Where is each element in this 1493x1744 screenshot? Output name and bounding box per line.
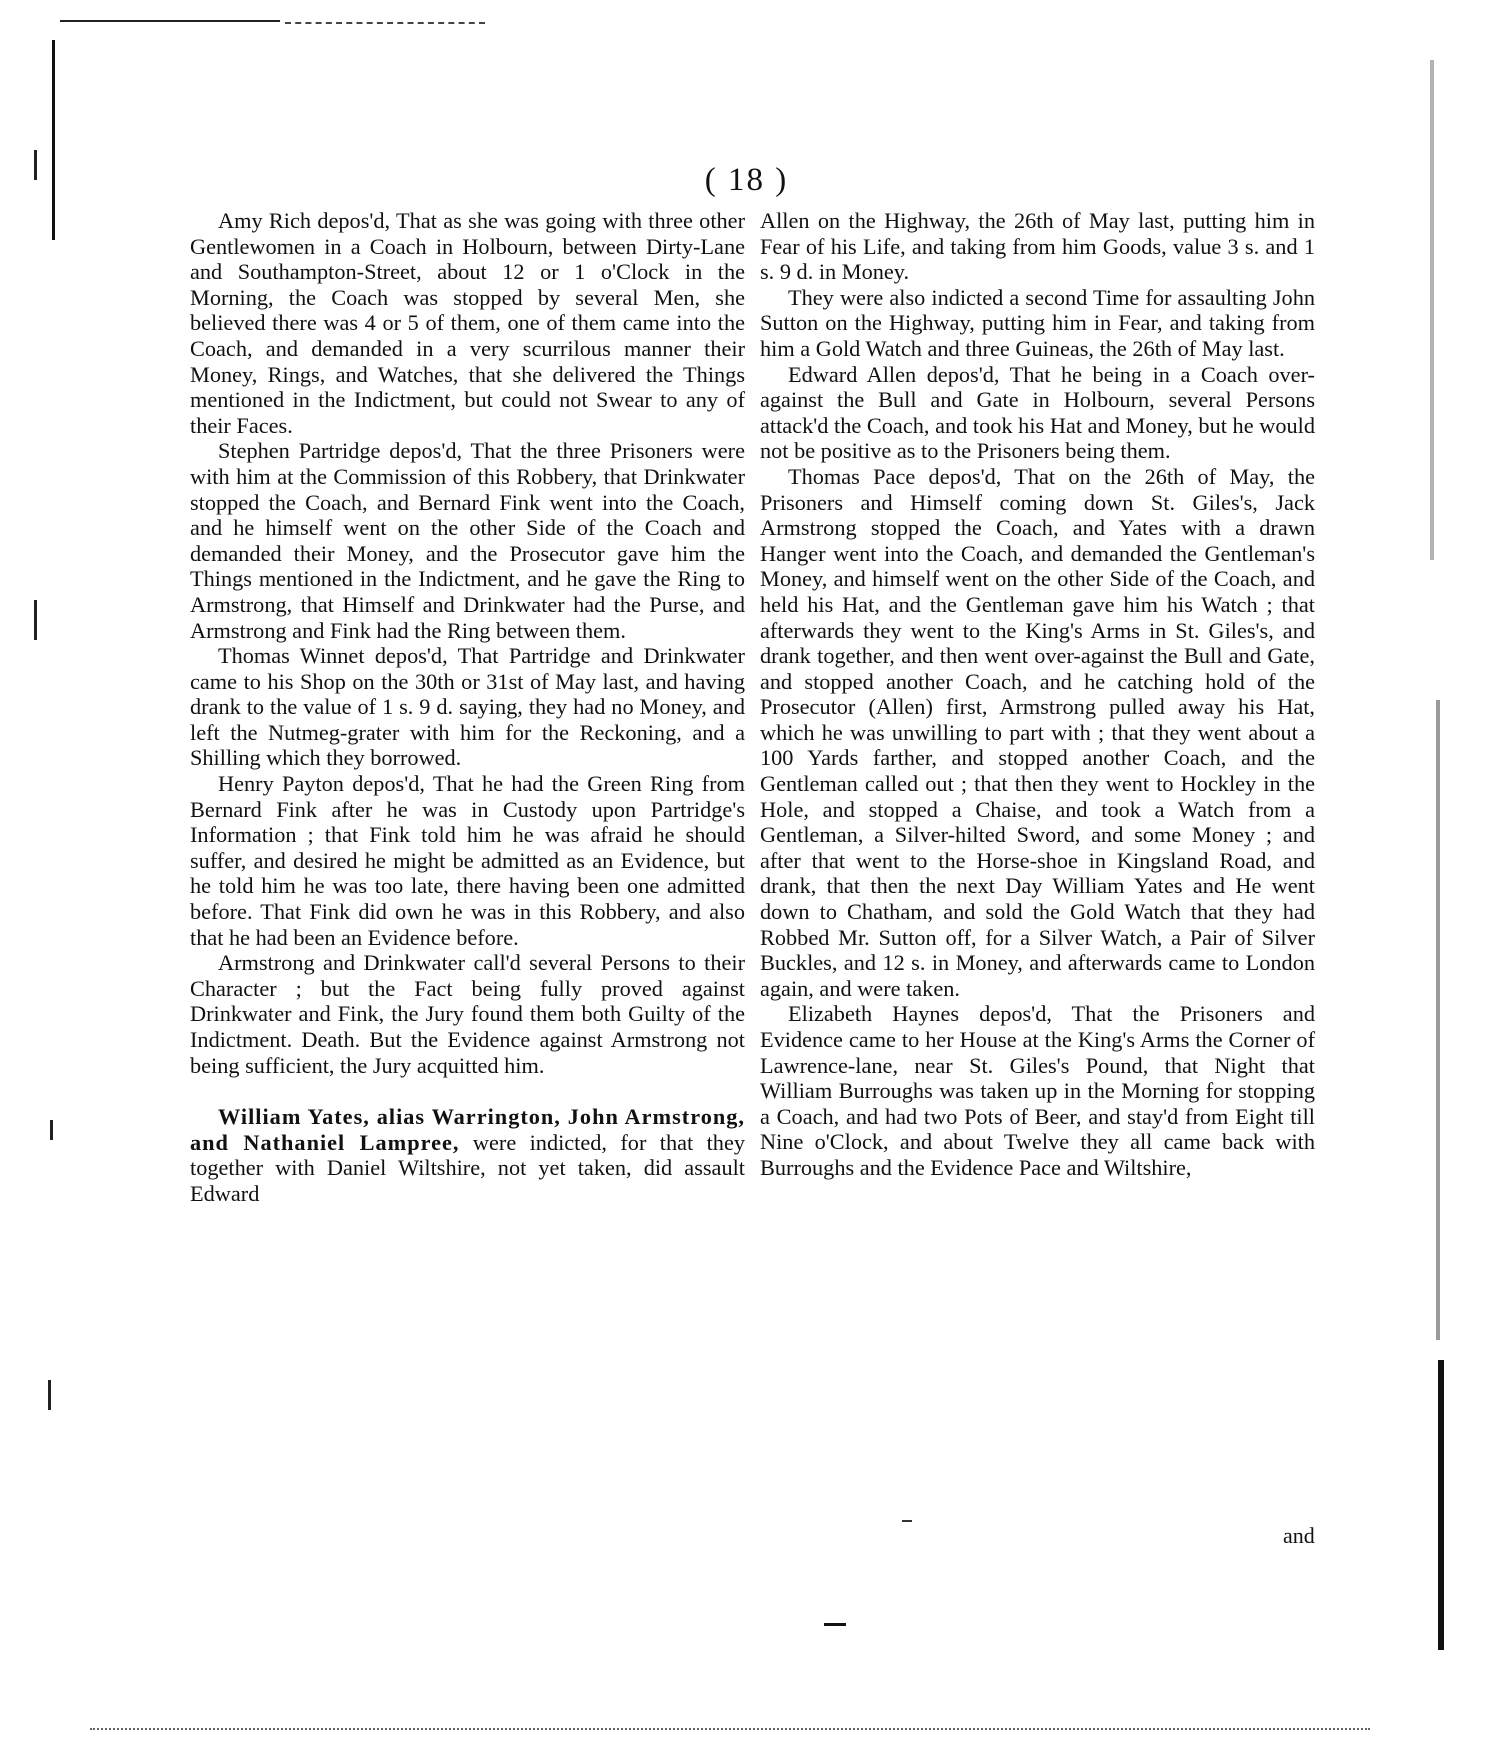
scan-bottom-dots (90, 1728, 1370, 1730)
paragraph: They were also indicted a second Time for assaulting John Sutton on the Highway, putting him in Fear, and taking from him a Gold Watch and three Guineas, the 26th of May last. (760, 284, 1315, 361)
paragraph: Henry Payton depos'd, That he had the Green Ring from Bernard Fink after he was in Custody upon Partridge's Information ; that Fink told him he was afraid he should suffer, and desired he might be admitted as an Evidence, but he told him he was too late, there having been one admitted before. That Fink did own he was in this Robbery, and also that he had been an Evidence before. (190, 771, 745, 950)
footer-mark (824, 1623, 846, 1626)
left-column (190, 208, 745, 1207)
paragraph: Elizabeth Haynes depos'd, That the Prisoners and Evidence came to her House at the King's Arms the Corner of Lawrence-lane, near St. Giles's Pound, that Night that William Burroughs was taken up in the Morning for stopping a Coach, and had two Pots of Beer, and stay'd from Eight till Nine o'Clock, and about Twelve they all came back with Burroughs and the Evidence Pace and Wiltshire, (760, 1001, 1315, 1180)
scan-speckle (1436, 700, 1440, 1340)
right-column (760, 208, 1315, 1181)
paragraph: Thomas Winnet depos'd, That Partridge and Drinkwater came to his Shop on the 30th or 31st of May last, and having drank to the value of 1 s. 9 d. saying, they had no Money, and left the Nutmeg-grater with him for the Reckoning, and a Shilling which they borrowed. (190, 643, 745, 771)
paragraph: Stephen Partridge depos'd, That the three Prisoners were with him at the Commission of this Robbery, that Drinkwater stopped the Coach, and Bernard Fink went into the Coach, and he himself went on the other Side of the Coach and demanded their Money, and the Prosecutor gave him the Things mentioned in the Indictment, and he gave the Ring to Armstrong, that Himself and Drinkwater had the Purse, and Armstrong and Fink had the Ring between them. (190, 438, 745, 643)
scan-speckle (48, 1380, 51, 1410)
catchword: and (1283, 1523, 1315, 1548)
scan-border-line (60, 20, 280, 22)
scan-right-edge (1438, 1360, 1444, 1650)
scan-speckle (1430, 60, 1434, 560)
paragraph: Thomas Pace depos'd, That on the 26th of May, the Prisoners and Himself coming down St. Giles's, Jack Armstrong stopped the Coach, and Yates with a drawn Hanger went into the Coach, and demanded the Gentleman's Money, and himself went on the other Side of the Coach, and held his Hat, and the Gentleman gave him his Watch ; that afterwards they went to the King's Arms in St. Giles's, and drank together, and then went over-against the Bull and Gate, and stopped another Coach, and he catching hold of the Prosecutor (Allen) first, Armstrong pulled away his Hat, which he was unwilling to part with ; that they went about a 100 Yards farther, and stopped another Coach, and the Gentleman called out ; that then they went to Hockley in the Hole, and stopped a Chaise, and took a Watch from a Gentleman, a Silver-hilted Sword, and some Money ; and after that went to the Horse-shoe in Kingsland Road, and drank, that then the next Day William Yates and He went down to Chatham, and sold the Gold Watch that they had Robbed Mr. Sutton off, for a Silver Watch, a Pair of Silver Buckles, and 12 s. in Money, and afterwards came to London again, and were taken. (760, 463, 1315, 1001)
paragraph: Amy Rich depos'd, That as she was going with three other Gentlewomen in a Coach in Holbourn, between Dirty-Lane and Southampton-Street, about 12 or 1 o'Clock in the Morning, the Coach was stopped by several Men, she believed there was 4 or 5 of them, one of them came into the Coach, and demanded in a very scurrilous manner their Money, Rings, and Watches, that she delivered the Things mentioned in the Indictment, but could not Swear to any of their Faces. (190, 208, 745, 438)
paragraph: Edward Allen depos'd, That he being in a Coach over-against the Bull and Gate in Holbourn, several Persons attack'd the Coach, and took his Hat and Money, but he would not be positive as to the Prisoners being them. (760, 361, 1315, 464)
indictment-text: were indicted, for that they together with Daniel Wiltshire, not yet taken, did assault Edward (190, 1129, 745, 1206)
footer-dash (902, 1520, 912, 1522)
page-number: ( 18 ) (704, 162, 789, 198)
paragraph: Allen on the Highway, the 26th of May last, putting him in Fear of his Life, and taking from him Goods, value 3 s. and 1 s. 9 d. in Money. (760, 208, 1315, 285)
defendant-names: William Yates, alias Warrington, John Armstrong, and Nathaniel Lampree, (190, 1104, 745, 1155)
scan-speckle (50, 1120, 53, 1140)
section-opening (190, 1104, 745, 1206)
scan-left-edge (52, 40, 55, 240)
paragraph: Armstrong and Drinkwater call'd several Persons to their Character ; but the Fact being fully proved against Drinkwater and Fink, the Jury found them both Guilty of the Indictment. Death. But the Evidence against Armstrong not being sufficient, the Jury acquitted him. (190, 950, 745, 1078)
scan-speckle (34, 600, 37, 640)
scan-border-dashes (285, 22, 485, 24)
